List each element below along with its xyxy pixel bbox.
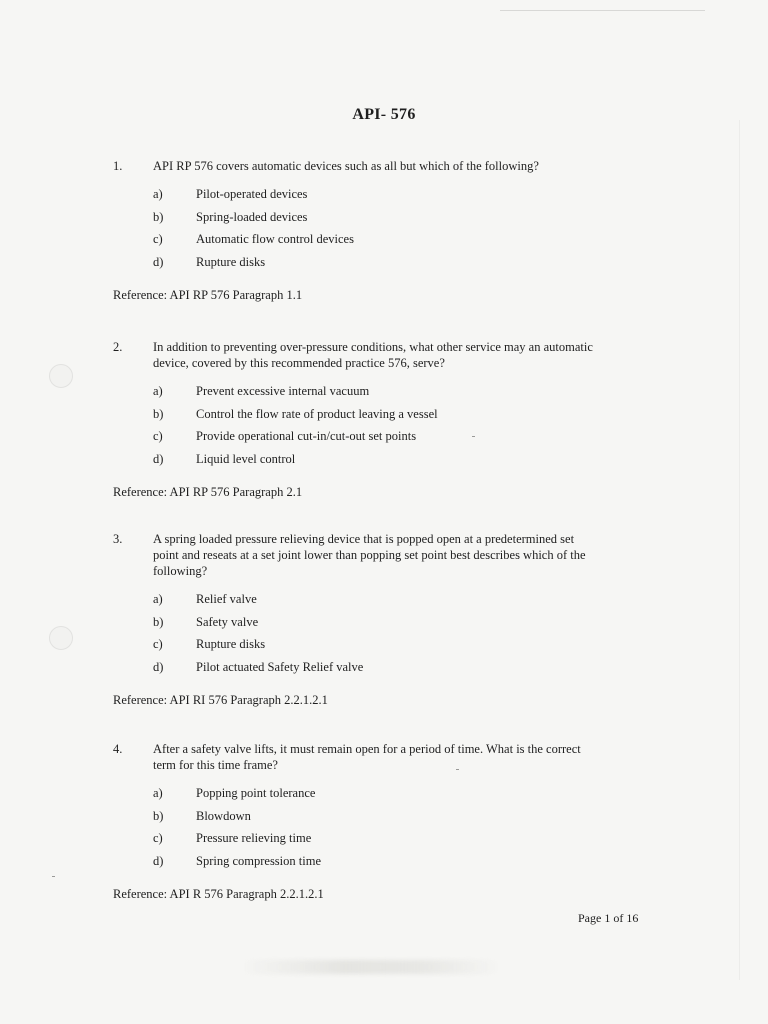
option-text: Pressure relieving time [196, 831, 312, 846]
answer-option [153, 636, 653, 659]
answer-options [153, 785, 653, 876]
answer-option [153, 451, 653, 474]
answer-option [153, 231, 653, 254]
question-text: A spring loaded pressure relieving device that is popped open at a predetermined set point and reseats at a set joint lower than popping set point best describes which of the following? [153, 532, 586, 578]
reference-line: Reference: API RI 576 Paragraph 2.2.1.2.1 [113, 692, 328, 707]
option-letter: d) [153, 452, 164, 467]
answer-option [153, 428, 653, 451]
option-text: Provide operational cut-in/cut-out set points [196, 429, 417, 444]
option-letter: c) [153, 637, 163, 652]
question-number: 4. [113, 742, 123, 756]
option-letter: c) [153, 831, 163, 846]
answer-option [153, 383, 653, 406]
reference-line: Reference: API R 576 Paragraph 2.2.1.2.1 [113, 886, 324, 901]
question-block [113, 531, 653, 708]
option-letter: b) [153, 614, 164, 629]
option-letter: b) [153, 808, 164, 823]
option-text: Spring compression time [196, 854, 321, 869]
answer-option [153, 659, 653, 682]
scan-edge-line [739, 120, 740, 980]
reference-line: Reference: API RP 576 Paragraph 1.1 [113, 287, 303, 302]
answer-options [153, 186, 653, 277]
option-letter: d) [153, 854, 164, 869]
answer-options [153, 591, 653, 682]
scan-edge-line [500, 10, 705, 11]
option-letter: d) [153, 660, 164, 675]
option-text: Pilot actuated Safety Relief valve [196, 660, 364, 675]
answer-options [153, 383, 653, 474]
answer-option [153, 209, 653, 232]
option-letter: a) [153, 786, 163, 800]
option-letter: c) [153, 429, 163, 444]
option-text: Prevent excessive internal vacuum [196, 384, 370, 398]
option-letter: b) [153, 209, 164, 224]
option-text: Safety valve [196, 614, 259, 629]
option-letter: d) [153, 255, 164, 270]
answer-option [153, 830, 653, 853]
option-letter: b) [153, 406, 164, 421]
question-block [113, 158, 653, 303]
page-number: Page 1 of 16 [578, 911, 639, 925]
scan-bleed-through [240, 960, 500, 974]
option-text: Automatic flow control devices [196, 232, 354, 247]
question-number: 1. [113, 159, 123, 173]
question-block [113, 339, 653, 500]
option-letter: c) [153, 232, 163, 247]
option-letter: a) [153, 592, 163, 606]
option-text: Spring-loaded devices [196, 209, 308, 224]
answer-option [153, 853, 653, 876]
answer-option [153, 808, 653, 831]
document-title: API- 576 [352, 106, 416, 123]
answer-option [153, 186, 653, 209]
question-block [113, 741, 653, 902]
option-text: Pilot-operated devices [196, 187, 308, 201]
question-text: After a safety valve lifts, it must remain open for a period of time. What is the correct term for this time frame? [153, 742, 581, 772]
question-number: 2. [113, 340, 123, 354]
reference-line: Reference: API RP 576 Paragraph 2.1 [113, 484, 303, 499]
option-text: Relief valve [196, 592, 257, 606]
answer-option [153, 591, 653, 614]
option-text: Liquid level control [196, 452, 296, 467]
question-text: In addition to preventing over-pressure conditions, what other service may an automatic device, covered by this recommended practice 576, serve? [153, 340, 593, 370]
option-letter: a) [153, 384, 163, 398]
option-text: Rupture disks [196, 255, 266, 270]
punch-hole-mark [49, 626, 73, 650]
option-text: Blowdown [196, 808, 251, 823]
option-text: Popping point tolerance [196, 786, 316, 800]
scan-speck [52, 876, 55, 877]
answer-option [153, 406, 653, 429]
option-letter: a) [153, 187, 163, 201]
answer-option [153, 785, 653, 808]
answer-option [153, 614, 653, 637]
punch-hole-mark [49, 364, 73, 388]
answer-option [153, 254, 653, 277]
option-text: Control the flow rate of product leaving a vessel [196, 406, 438, 421]
question-text: API RP 576 covers automatic devices such as all but which of the following? [153, 159, 539, 173]
question-number: 3. [113, 532, 123, 546]
option-text: Rupture disks [196, 637, 266, 652]
